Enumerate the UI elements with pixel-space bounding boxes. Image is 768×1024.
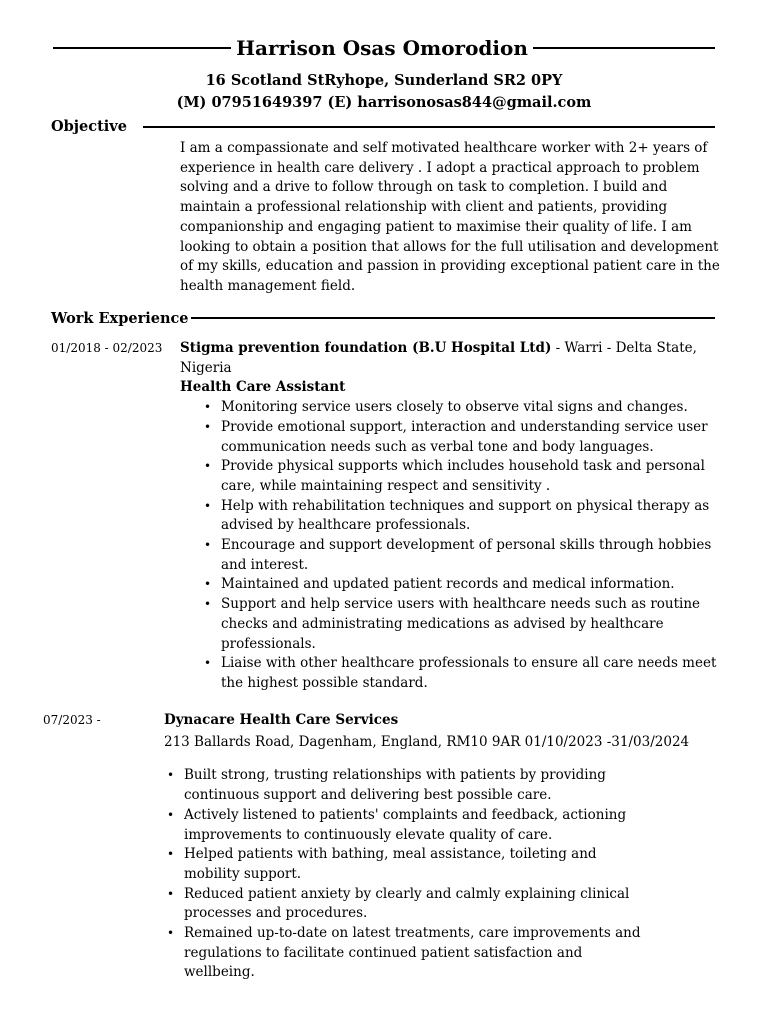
list-item: • Built strong, trusting relationships with patients by providing continuous support and delivering best possible care. bbox=[184, 766, 654, 805]
list-item: • Remained up-to-date on latest treatments, care improvements and regulations to facilitate continued patient satisfaction and wellbeing. bbox=[184, 924, 654, 983]
list-item: • Monitoring service users closely to observe vital signs and changes. bbox=[221, 398, 721, 418]
list-item: • Help with rehabilitation techniques and support on physical therapy as advised by healthcare professionals. bbox=[221, 497, 721, 536]
job-date: 07/2023 - bbox=[43, 713, 101, 727]
job-duties bbox=[221, 398, 721, 694]
objective-heading: Objective bbox=[51, 118, 127, 135]
list-item: • Reduced patient anxiety by clearly and calmly explaining clinical processes and procedures. bbox=[184, 885, 654, 924]
work-experience-heading: Work Experience bbox=[51, 310, 189, 327]
list-item: • Provide emotional support, interaction and understanding service user communication needs such as verbal tone and body languages. bbox=[221, 418, 721, 457]
job-heading bbox=[180, 339, 720, 378]
contact-line: (M) 07951649397 (E) harrisonosas844@gmail.com bbox=[176, 94, 592, 111]
objective-text: I am a compassionate and self motivated healthcare worker with 2+ years of experience in health care delivery . I adopt a practical approach to problem solving and a drive to follow through on task to completion. I build and maintain a professional relationship with client and patients, providing companionship and engaging patient to maximise their quality of life. I am looking to obtain a position that allows for the full utilisation and development of my skills, education and passion in providing exceptional patient care in the health management field. bbox=[180, 140, 720, 294]
address: 16 Scotland StRyhope, Sunderland SR2 0PY bbox=[205, 72, 563, 89]
job-duties bbox=[184, 766, 654, 983]
job-date: 01/2018 - 02/2023 bbox=[51, 341, 163, 355]
list-item: • Liaise with other healthcare professionals to ensure all care needs meet the highest possible standard. bbox=[221, 654, 721, 693]
list-item: • Maintained and updated patient records and medical information. bbox=[221, 575, 721, 595]
list-item: • Encourage and support development of personal skills through hobbies and interest. bbox=[221, 536, 721, 575]
header-rule-left bbox=[53, 47, 231, 49]
list-item: • Actively listened to patients' complaints and feedback, actioning improvements to continuously elevate quality of care. bbox=[184, 806, 654, 845]
resume-header bbox=[53, 34, 715, 62]
objective-rule bbox=[143, 126, 715, 128]
company-name: Dynacare Health Care Services bbox=[164, 712, 399, 728]
list-item: • Helped patients with bathing, meal assistance, toileting and mobility support. bbox=[184, 845, 654, 884]
job-entry bbox=[164, 711, 724, 983]
company-name: Stigma prevention foundation (B.U Hospital Ltd) bbox=[180, 340, 552, 356]
job-title: Health Care Assistant bbox=[180, 379, 346, 396]
job-entry bbox=[180, 339, 720, 694]
header-rule-right bbox=[533, 47, 715, 49]
work-experience-rule bbox=[191, 317, 715, 319]
job-location: - Warri - Delta State, Nigeria bbox=[180, 340, 697, 376]
candidate-name: Harrison Osas Omorodion bbox=[236, 36, 528, 60]
job-details: 213 Ballards Road, Dagenham, England, RM10 9AR 01/10/2023 -31/03/2024 bbox=[164, 733, 690, 750]
list-item: • Provide physical supports which includes household task and personal care, while maintaining respect and sensitivity . bbox=[221, 457, 721, 496]
list-item: • Support and help service users with healthcare needs such as routine checks and administrating medications as advised by healthcare professionals. bbox=[221, 595, 721, 654]
